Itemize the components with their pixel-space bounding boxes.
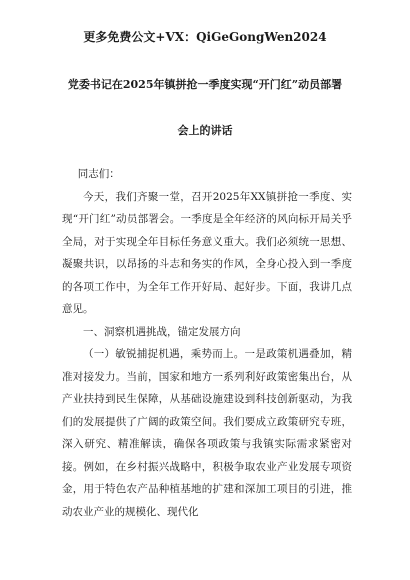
document-title-line-1: 党委书记在2025年镇拼抢一季度实现“开门红”动员部署 [67, 78, 343, 91]
document-body [62, 163, 352, 523]
paragraph: 今天，我们齐聚一堂，召开2025年XX镇拼抢一季度、实现“开门红”动员部署会。一季度是全年经济的风向标开局关乎全局，对于实现全年目标任务意义重大。我们必须统一思想、凝聚共识，以昂扬的斗志和务实的作风，全身心投入到一季度的各项工作中，为全年工作开好局、起好步。下面，我讲几点意见。 [62, 190, 352, 315]
paragraph: （一）敏锐捕捉机遇，乘势而上。一是政策机遇叠加，精准对接发力。当前，国家和地方一系列利好政策密集出台，从产业扶持到民生保障，从基础设施建设到科技创新驱动，为我们的发展提供了广阔的政策空间。我们要成立政策研究专班，深入研究、精准解读，确保各项政策与我镇实际需求紧密对接。例如，在乡村振兴战略中，积极争取农业产业发展专项资金，用于特色农产品种植基地的扩建和深加工项目的引进，推动农业产业的规模化、现代化 [62, 348, 352, 518]
document-title-line-2: 会上的讲话 [177, 124, 233, 137]
salutation: 同志们： [77, 168, 120, 180]
section-heading: 一、洞察机遇挑战，锚定发展方向 [83, 325, 241, 338]
watermark-header: 更多免费公文+VX：QiGeGongWen2024 [83, 30, 327, 44]
